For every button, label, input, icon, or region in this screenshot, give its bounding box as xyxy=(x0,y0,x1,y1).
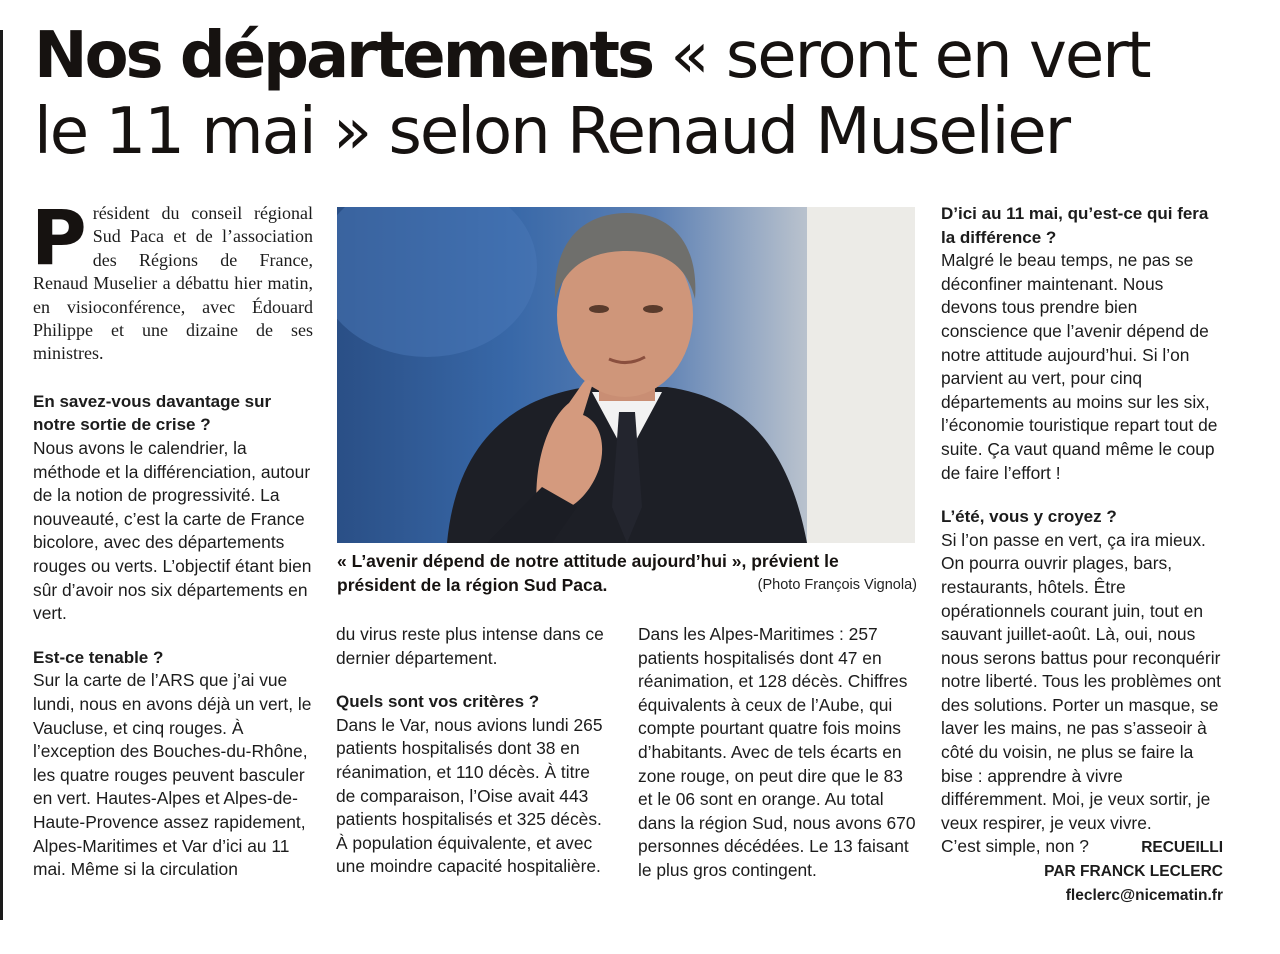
question-5: L’été, vous y croyez ? xyxy=(941,507,1117,527)
question-1: En savez-vous davantage sur notre sortie de crise ? xyxy=(33,391,272,435)
answer-5: Si l’on passe en vert, ça ira mieux. On pourra ouvrir plages, bars, restaurants, hôtels. Être opérationnels courant juin, tout en sauvant juillet-août. Là, oui, nous nous serons battus pour reconquérir notre liberté. Tous les problèmes ont des solutions. Porter un masque, se laver les mains, ne pas s’asseoir à côté du voisin, ne plus se faire la bise : apprendre à vivre différemment. Moi, je veux sortir, je veux respirer, je veux vivre. xyxy=(941,529,1222,833)
answer-2-part2: du virus reste plus intense dans ce dernier département. xyxy=(336,624,604,668)
portrait-illustration xyxy=(337,207,915,543)
headline-rest: « seront en vert xyxy=(652,19,1150,93)
question-4: D’ici au 11 mai, qu’est-ce qui fera la différence ? xyxy=(941,204,1209,247)
lead-paragraph xyxy=(31,193,313,366)
signature-line1: RECUEILLI xyxy=(1141,839,1223,857)
article-photo xyxy=(337,207,915,543)
closing-text: C’est simple, non ? xyxy=(941,836,1089,857)
page-left-rule xyxy=(0,30,3,920)
lead-text: résident du conseil régional Sud Paca et de l’association des Régions de France, Renaud Muselier a débattu hier matin, en visioconférence, avec Édouard Philippe et une dizaine de ses ministres. xyxy=(33,203,313,364)
photo-caption xyxy=(337,550,917,597)
headline-bold: Nos départements xyxy=(34,19,653,93)
question-3: Quels sont vos critères ? xyxy=(336,692,540,712)
column-4 xyxy=(941,202,1223,907)
photo-credit: (Photo François Vignola) xyxy=(757,576,917,593)
answer-4: Malgré le beau temps, ne pas se déconfiner maintenant. Nous devons tous prendre bien conscience que l’avenir dépend de notre attitude aujourd’hui. Si l’on parvient au vert, pour cinq départements au moins sur les six, l’économie touristique repart tout de suite. Ça vaut quand même le coup de faire l’effort ! xyxy=(941,250,1218,483)
dropcap: P xyxy=(31,193,87,282)
question-2: Est-ce tenable ? xyxy=(33,647,164,667)
column-3 xyxy=(638,623,918,883)
article-headline xyxy=(34,18,1264,170)
caption-text: « L’avenir dépend de notre attitude aujourd’hui », prévient le président de la région Sud Paca. xyxy=(337,551,839,595)
signature-email[interactable]: fleclerc@nicematin.fr xyxy=(1065,886,1223,904)
column-2 xyxy=(336,623,611,879)
closing-row xyxy=(941,835,1223,860)
answer-3-part1: Dans le Var, nous avions lundi 265 patients hospitalisés dont 38 en réanimation, et 110 décès. À titre de comparaison, l’Oise avait 443 patients hospitalisés et 325 décès. À population équivalente, et avec une moindre capacité hospitalière. xyxy=(336,714,603,877)
answer-3-part2: Dans les Alpes-Maritimes : 257 patients hospitalisés dont 47 en réanimation, et 128 décès. Chiffres équivalents à ceux de l’Aube, qui compte pourtant quatre fois moins d’habitants. Avec de tels écarts en zone rouge, on peut dire que le 83 et le 06 sont en orange. Au total dans la région Sud, nous avons 670 personnes décédées. Le 13 faisant le plus gros contingent. xyxy=(638,624,916,880)
column-1 xyxy=(31,193,313,882)
answer-2-part1: Sur la carte de l’ARS que j’ai vue lundi, nous en avons déjà un vert, le Vaucluse, et cinq rouges. À l’exception des Bouches-du-Rhône, les quatre rouges peuvent basculer en vert. Hautes-Alpes et Alpes-de-Haute-Provence assez rapidement, Alpes-Maritimes et Var d’ici au 11 mai. Même si la circulation xyxy=(33,670,312,880)
signature-line2: PAR FRANCK LECLERC xyxy=(1044,863,1223,881)
headline-line2: le 11 mai » selon Renaud Muselier xyxy=(34,95,1070,169)
answer-1: Nous avons le calendrier, la méthode et la différenciation, autour de la notion de progressivité. La nouveauté, c’est la carte de France bicolore, avec des départements rouges ou verts. L’objectif étant bien sûr d’avoir nos six départements en vert. xyxy=(33,438,312,624)
